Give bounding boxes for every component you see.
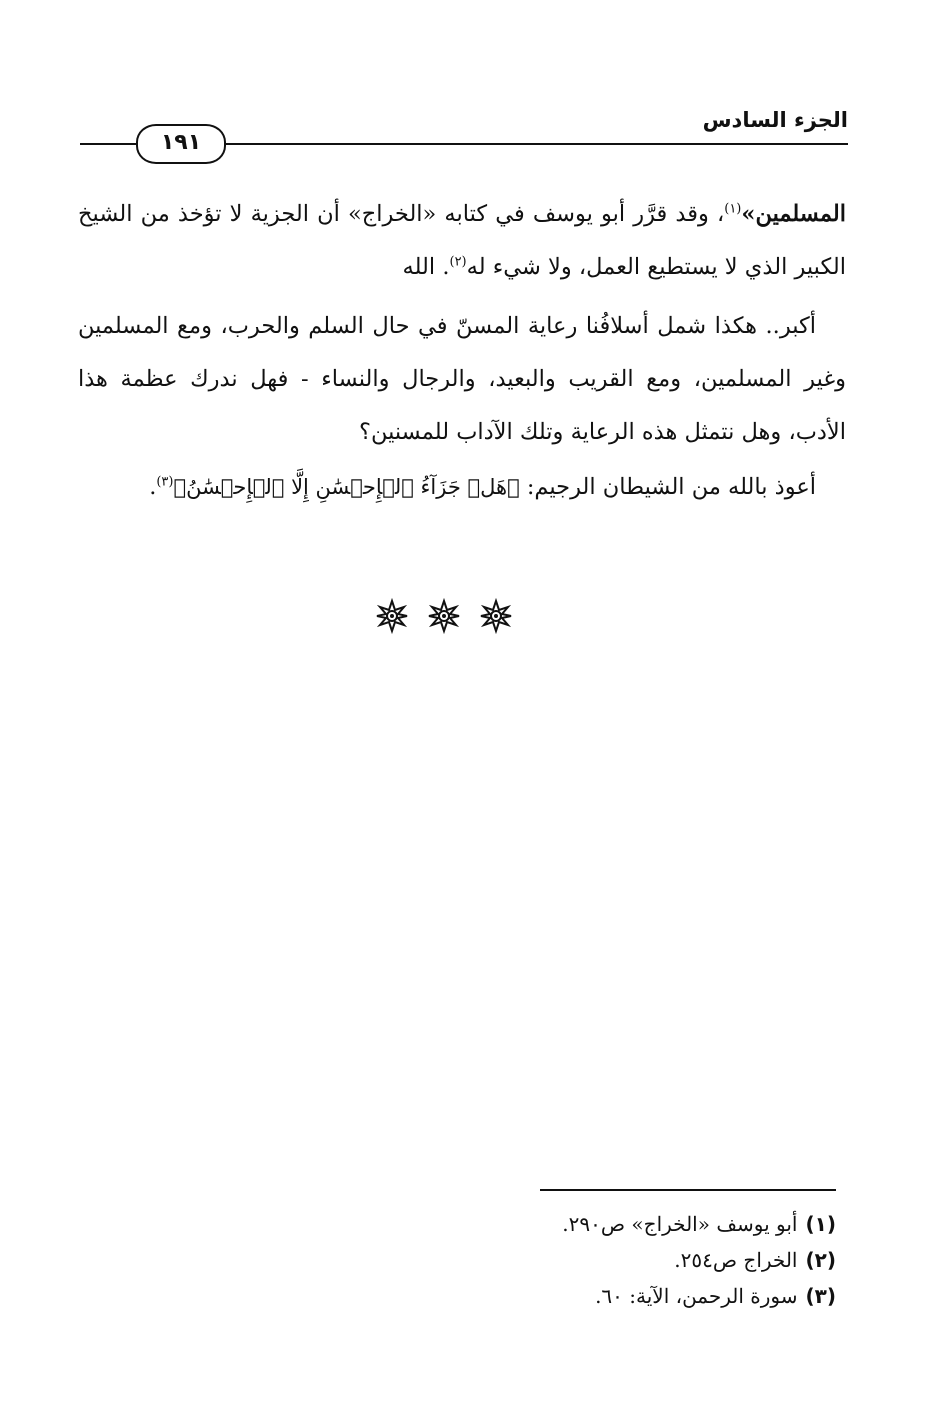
footnote-1 <box>562 1206 836 1242</box>
footnote-3 <box>562 1278 836 1314</box>
flower-ornament-icon <box>374 598 410 634</box>
body-text <box>78 188 846 514</box>
paragraph-3 <box>78 461 846 514</box>
paragraph-1-text-b: . الله <box>402 254 450 280</box>
flower-ornament-icon <box>478 598 514 634</box>
flower-ornament-icon <box>426 598 462 634</box>
paragraph-1 <box>78 188 846 294</box>
bold-word: المسلمين» <box>741 201 846 227</box>
footnote-number: (٣) <box>805 1284 836 1308</box>
paragraph-1-text-a: ، وقد قرَّر أبو يوسف في كتابه «الخراج» أن الجزية لا تؤخذ من الشيخ الكبير الذي لا يستطيع العمل، ولا شيء له <box>78 201 846 280</box>
section-ornaments <box>374 598 514 634</box>
footnote-ref-2: (٢) <box>449 254 467 270</box>
footnote-2 <box>562 1242 836 1278</box>
footnote-text: أبو يوسف «الخراج» ص٢٩٠. <box>562 1212 798 1236</box>
paragraph-3-text: أعوذ بالله من الشيطان الرجيم: <box>519 474 816 500</box>
footnote-ref-3: (٣) <box>156 474 174 490</box>
page-number: ١٩١ <box>136 124 226 164</box>
paragraph-3-end: . <box>149 474 157 500</box>
footnote-rule <box>540 1189 836 1191</box>
paragraph-2: أكبر.. هكذا شمل أسلافُنا رعاية المسنّ في حال السلم والحرب، ومع المسلمين وغير المسلمين، ومع القريب والبعيد، والرجال والنساء - فهل ندرك عظمة هذا الأدب، وهل نتمثل هذه الرعاية وتلك الآداب للمسنين؟ <box>78 313 846 445</box>
footnote-number: (١) <box>805 1212 836 1236</box>
footnote-number: (٢) <box>805 1248 836 1272</box>
quran-verse: ﴿هَلۡ جَزَآءُ ٱلۡإِحۡسَٰنِ إِلَّا ٱلۡإِحۡسَٰنُ﴾ <box>173 475 520 499</box>
footnote-text: سورة الرحمن، الآية: ٦٠. <box>595 1284 798 1308</box>
footnotes <box>562 1206 836 1314</box>
running-title: الجزء السادس <box>702 108 848 132</box>
footnote-text: الخراج ص٢٥٤. <box>674 1248 798 1272</box>
footnote-ref-1: (١) <box>724 201 742 217</box>
